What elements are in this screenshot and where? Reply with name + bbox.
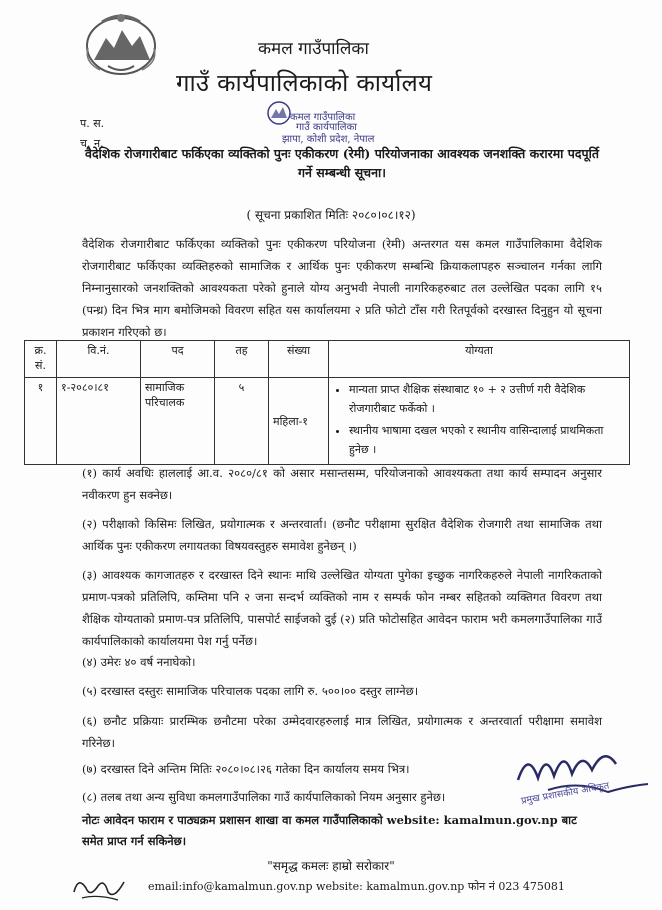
condition-2: (२) परीक्षाको किसिमः लिखित, प्रयोगात्मक र अन्तरवार्ता। (छनौट परीक्षामा सुरक्षित वैदेशिक रोजगारी तथा सामाजिक तथा आर्थिक पुनः एकीकरण लगायतका विषयवस्तुहरु समावेश हुनेछन् ।) xyxy=(82,517,602,553)
qualification-list xyxy=(333,380,625,459)
table-row xyxy=(25,378,630,465)
stamp-designation: प्रमुख प्रशासकीय अधिकृत xyxy=(520,780,611,807)
condition-6: (६) छनौट प्रक्रियाः प्रारम्भिक छनौटमा परेका उम्मेदवारहरुलाई मात्र लिखित, प्रयोगात्मक र अन्तरवार्ता परीक्षामा समावेश गरिनेछ। xyxy=(82,714,602,750)
cell-level: ५ xyxy=(215,378,269,465)
note-text: नोटः आवेदन फाराम र पाठ्यक्रम प्रशासन शाखा वा कमल गाउँपालिकाको website: kamalmun.gov.np बाट समेत प्राप्त गर्न सकिनेछ। xyxy=(82,813,577,848)
seal-line-2: गाउँ कार्यपालिका xyxy=(296,122,357,133)
cell-post: सामाजिक परिचालक xyxy=(141,378,215,465)
notice-headline: वैदेशिक रोजगारीबाट फर्किएका व्यक्तिको पुनः एकीकरण (रेमी) परियोजनाका आवश्यक जनशक्ति करारमा पदपूर्ति गर्ने सम्बन्धी सूचना। xyxy=(85,146,599,180)
signature-icon xyxy=(508,740,658,822)
col-header-vin: वि.नं. xyxy=(57,341,141,378)
seal-line-3: झापा, कोशी प्रदेश, नेपाल xyxy=(282,134,375,145)
cell-sn: १ xyxy=(25,378,57,465)
notice-intro: वैदेशिक रोजगारीबाट फर्किएका व्यक्तिको पुनः एकीकरण परियोजना (रेमी) अन्तरगत यस कमल गाउँपालिकामा वैदेशिक रोजगारीबाट फर्किएका व्यक्तिहरुको सामाजिक र आर्थिक पुनः एकीकरण सम्बन्धि क्रियाकलापहरु सञ्चालन गर्नका लागि निम्नानुसारको जनशक्तिको आवश्यकता परेको हुनाले योग्य अनुभवी नेपाली नागरिकहरुबाट तल उल्लेखित पदका लागि १५ (पन्ध्र) दिन भित्र माग बमोजिमको विवरण सहित यस कार्यालयमा २ प्रति फोटो टाँस गरी रितपूर्वको दरखास्त दिनुहुन यो सूचना प्रकाशन गरिएको छ। xyxy=(82,237,602,339)
condition-7: (७) दरखास्त दिने अन्तिम मितिः २०८०।०८।२६ गतेका दिन कार्यालय समय भित्र। xyxy=(82,762,410,776)
seal-line-1: कमल गाउँपालिका xyxy=(290,112,356,123)
table-header-row xyxy=(25,341,630,378)
vacancy-table xyxy=(24,340,630,465)
qualification-item: • मान्यता प्राप्त शैक्षिक संस्थाबाट १० + २ उत्तीर्ण गरी वैदेशिक रोजगारीबाट फर्केको । xyxy=(349,380,625,418)
signature-stamp xyxy=(508,740,658,822)
slogan: "समृद्ध कमलः हाम्रो सरोकार" xyxy=(267,859,395,873)
signature-icon xyxy=(68,870,132,906)
qualification-item: • स्थानीय भाषामा दखल भएको र स्थानीय वासिन्दालाई प्राथमिकता हुनेछ । xyxy=(349,421,625,459)
nepal-emblem-icon xyxy=(80,8,162,78)
cell-vin: १-२०८०।८१ xyxy=(57,378,141,465)
ref-chalani-number: च. न. xyxy=(80,137,104,150)
cell-qualifications xyxy=(329,378,630,465)
condition-3: (३) आवश्यक कागजातहरु र दरखास्त दिने स्थानः माथि उल्लेखित योग्यता पुगेका इच्छुक नागरिकहरुले नेपाली नागरिकताको प्रमाण-पत्रको प्रतिलिपि, कम्तिमा पनि २ जना सन्दर्भ व्यक्तिको नाम र सम्पर्क फोन नम्बर सहितको व्यक्तिगत विवरण तथा शैक्षिक योग्यताको प्रमाण-पत्र प्रतिलिपि, पासपोर्ट साईजको दुई (२) प्रति फोटोसहित आवेदन फाराम भरी कमलगाउँपालिका गाउँ कार्यपालिकाको कार्यालयमा पेश गर्नु पर्नेछ। xyxy=(82,568,602,648)
col-header-sn: क्र. सं. xyxy=(25,341,57,378)
office-title: गाउँ कार्यपालिकाको कार्यालय xyxy=(176,69,433,97)
seal-emblem-icon xyxy=(266,100,292,126)
condition-1: (१) कार्य अवधिः हाललाई आ.व. २०८०/८१ को असार मसान्तसम्म, परियोजनाको आवश्यकता तथा कार्य सम्पादन अनुसार नवीकरण हुन सक्नेछ। xyxy=(82,466,602,502)
col-header-level: तह xyxy=(215,341,269,378)
office-name: कमल गाउँपालिका xyxy=(258,39,369,59)
published-date: ( सूचना प्रकाशित मितिः २०८०।०८।१२) xyxy=(246,208,416,222)
condition-4: (४) उमेरः ४० वर्ष ननाघेको। xyxy=(82,655,196,669)
col-header-qualification: योग्यता xyxy=(329,341,630,378)
col-header-post: पद xyxy=(141,341,215,378)
col-header-count: संख्या xyxy=(269,341,329,378)
condition-5: (५) दरखास्त दस्तुरः सामाजिक परिचालक पदका लागि रु. ५००।०० दस्तुर लाग्नेछ। xyxy=(82,684,419,698)
condition-8: (८) तलब तथा अन्य सुविधा कमलगाउँपालिका गाउँ कार्यपालिकाको नियम अनुसार हुनेछ। xyxy=(82,790,446,804)
ref-patra-sankhya: प. स. xyxy=(80,117,105,130)
cell-count: महिला-१ xyxy=(269,378,329,465)
contact-line: email:info@kamalmun.gov.np website: kamalmun.gov.np फोन नं 023 475081 xyxy=(148,880,565,893)
